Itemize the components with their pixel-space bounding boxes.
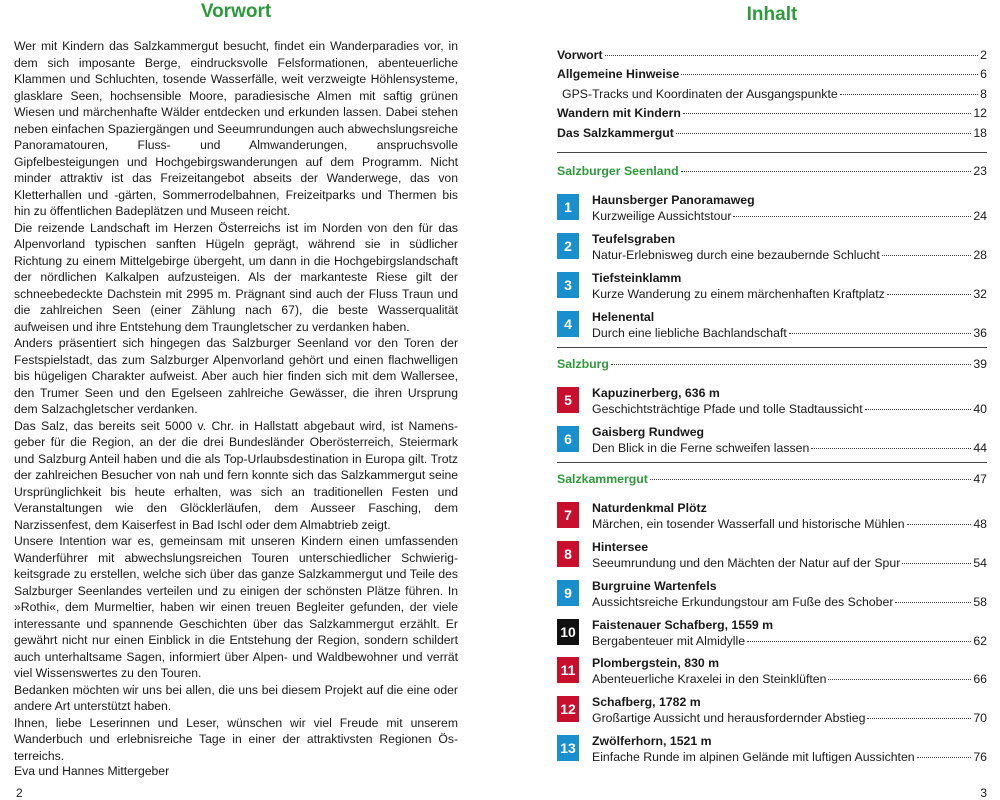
tour-name: Tiefsteinklamm bbox=[592, 271, 682, 285]
tour-description: Einfache Runde im alpinen Gelände mit luftigen Aussichten bbox=[592, 750, 915, 764]
tour-description: Geschichtsträchtige Pfade und tolle Stadtaussicht bbox=[592, 402, 863, 416]
tour-name: Schafberg, 1782 m bbox=[592, 695, 701, 709]
divider bbox=[557, 347, 987, 348]
tour-page: 58 bbox=[973, 595, 987, 609]
tour-description: Kurzweilige Aussichtstour bbox=[592, 209, 732, 223]
tour-name: Teufelsgraben bbox=[592, 232, 676, 246]
tour-number-badge: 13 bbox=[557, 735, 579, 761]
tour-page: 76 bbox=[973, 750, 987, 764]
tour-number-badge: 11 bbox=[557, 657, 579, 683]
section-salzkammergut[interactable]: Salzkammergut 47 bbox=[557, 472, 987, 486]
tour-page: 36 bbox=[973, 326, 987, 340]
tour-number-badge: 2 bbox=[557, 233, 579, 259]
tour-entry-5[interactable] bbox=[557, 385, 987, 417]
tour-page: 44 bbox=[973, 441, 987, 455]
foreword-paragraph: Die reizende Landschaft im Herzen Österreichs ist im Norden von den für das Alpenvorland typischen sanften Hügeln geprägt, während sie in südlicher Richtung zu einem Mittelgebirge übergeht, um dann in die Hochgebirgslandschaft der nördlichen Kalkalpen aufzusteigen. Als der markanteste Riese gilt der schneebedeckte Dachstein mit 2995 m. Prägnant sind auch der Fluss Traun und die zahlreichen Seen (einer Zählung nach 67), die beste Wasserqualität aufweisen und ihre Entstehung dem Traungletscher zu verdanken haben. bbox=[14, 220, 458, 334]
tour-name: Faistenauer Schafberg, 1559 m bbox=[592, 618, 774, 632]
toc-entry-salzkammergut-intro[interactable]: Das Salzkammergut 18 bbox=[557, 126, 987, 140]
tour-number-badge: 4 bbox=[557, 311, 579, 337]
section-salzburger-seenland[interactable]: Salzburger Seenland 23 bbox=[557, 164, 987, 178]
tour-entry-12[interactable] bbox=[557, 694, 987, 726]
tour-name: Zwölferhorn, 1521 m bbox=[592, 734, 712, 748]
foreword-paragraph: Das Salz, das bereits seit 5000 v. Chr. in Hallstatt abgebaut wird, ist Namensgeber für die Region, an der die drei Bundesländer Oberösterreich, Steiermark und Salzburg Anteil haben und die als Top-Urlaubsdestination in Europa gilt. Trotz der zahlreichen Besucher von nah und fern konnte sich das Salzkammergut seine Ursprünglichkeit bis heute erhalten, was sich an traditionellen Festen und Veranstaltungen wie den Glöcklerläufen, dem Ausseer Fasching, dem Narzissenfest, dem Kaiserfest in Bad Ischl oder dem Almabtrieb zeigt. bbox=[14, 418, 458, 532]
tour-description: Seeumrundung und den Mächten der Natur auf der Spur bbox=[592, 556, 901, 570]
tour-page: 70 bbox=[973, 711, 987, 725]
tour-name: Haunsberger Panoramaweg bbox=[592, 193, 755, 207]
foreword-paragraph: Bedanken möchten wir uns bei allen, die uns bei diesem Projekt auf die eine oder andere Art unterstützt haben. bbox=[14, 682, 458, 713]
tour-description: Bergabenteuer mit Almidylle bbox=[592, 634, 746, 648]
foreword-body bbox=[14, 38, 458, 764]
page-number-right: 3 bbox=[980, 786, 987, 800]
tour-entry-4[interactable] bbox=[557, 309, 987, 341]
tour-name: Burgruine Wartenfels bbox=[592, 579, 717, 593]
tour-entry-9[interactable] bbox=[557, 578, 987, 610]
tour-number-badge: 12 bbox=[557, 696, 579, 722]
foreword-paragraph: Wer mit Kindern das Salzkammergut besucht, findet ein Wanderparadies vor, in dem sich imposante Berge, eindrucksvolle Felsformationen, abenteuerliche Klammen und Schluchten, tosende Wasserfälle, weit verzweigte Höhlensysteme, glasklare Seen, hochsensible Moore, paradiesische Almen mit saftig grünen Wiesen und märchenhafte Wälder entdecken und erkunden lassen. Dabei stehen neben einfachen Spaziergängen und Seeumrundungen auch abwechslungsreiche Panoramatouren, Fluss- und Almwanderungen, anspruchsvolle Gipfelbesteigungen und Hochgebirgswanderungen auf dem Programm. Nicht minder attraktiv ist das Freizeitangebot abseits der Wanderwege, das von Kletterhallen und -gärten, Sommerrodelbahnen, Freizeitparks und Thermen bis hin zu öffentlichen Badeplätzen und Museen reicht. bbox=[14, 39, 458, 218]
tour-name: Gaisberg Rundweg bbox=[592, 425, 705, 439]
tour-entry-2[interactable] bbox=[557, 231, 987, 263]
section-salzburg[interactable]: Salzburg 39 bbox=[557, 357, 987, 371]
tour-entry-1[interactable] bbox=[557, 192, 987, 224]
tour-name: Hintersee bbox=[592, 540, 649, 554]
tour-entry-13[interactable] bbox=[557, 733, 987, 765]
tour-entry-8[interactable] bbox=[557, 539, 987, 571]
tour-page: 24 bbox=[973, 209, 987, 223]
toc-entry-vorwort[interactable]: Vorwort 2 bbox=[557, 48, 987, 62]
page-number-left: 2 bbox=[16, 786, 23, 800]
foreword-title: Vorwort bbox=[200, 1, 272, 22]
tour-number-badge: 5 bbox=[557, 387, 579, 413]
divider bbox=[557, 152, 987, 153]
tour-description: Kurze Wanderung zu einem märchenhaften Kraftplatz bbox=[592, 287, 885, 301]
tour-description: Durch eine liebliche Bachlandschaft bbox=[592, 326, 787, 340]
tour-page: 40 bbox=[973, 402, 987, 416]
tour-page: 32 bbox=[973, 287, 987, 301]
tour-description: Abenteuerliche Kraxelei in den Steinklüften bbox=[592, 672, 827, 686]
tour-number-badge: 6 bbox=[557, 426, 579, 452]
tour-description: Den Blick in die Ferne schweifen lassen bbox=[592, 441, 810, 455]
divider bbox=[557, 462, 987, 463]
toc-entry-gps[interactable]: GPS-Tracks und Koordinaten der Ausgangspunkte 8 bbox=[562, 87, 987, 101]
contents-title: Inhalt bbox=[746, 4, 798, 25]
tour-entry-3[interactable] bbox=[557, 270, 987, 302]
tour-page: 28 bbox=[973, 248, 987, 262]
tour-page: 66 bbox=[973, 672, 987, 686]
tour-entry-10[interactable] bbox=[557, 617, 987, 649]
tour-entry-7[interactable] bbox=[557, 500, 987, 532]
tour-entry-11[interactable] bbox=[557, 655, 987, 687]
tour-description: Großartige Aussicht und herausfordernder Abstieg bbox=[592, 711, 866, 725]
tour-number-badge: 10 bbox=[557, 619, 579, 645]
toc-entry-wandern[interactable]: Wandern mit Kindern 12 bbox=[557, 106, 987, 120]
tour-description: Natur-Erlebnisweg durch eine bezaubernde Schlucht bbox=[592, 248, 880, 262]
right-page bbox=[557, 0, 987, 800]
left-page bbox=[14, 0, 458, 800]
tour-page: 48 bbox=[973, 517, 987, 531]
tour-page: 54 bbox=[973, 556, 987, 570]
foreword-paragraph: Unsere Intention war es, gemeinsam mit unseren Kindern einen umfassenden Wanderführer mit abwechslungsreichen Touren unterschiedlicher Schwierigkeitsgrade zu erstellen, welche sich über das ganze Salzkammergut und Teile des Salzburger Seenlandes verteilen und zu einigen der schönsten Plätze führen. In »Rothi«, dem Murmeltier, haben wir einen treuen Begleiter gefunden, der viele interessante und spannende Geschichten über das Salzkammergut erzählt. Er gewährt nicht nur einen Einblick in die Entstehung der Region, sondern schildert auch unterhaltsame Sagen, informiert über Alpen- und Waldbewohner und verrät viel Wissenswertes zu den Touren. bbox=[14, 534, 458, 680]
tour-number-badge: 1 bbox=[557, 194, 579, 220]
tour-name: Kapuzinerberg, 636 m bbox=[592, 386, 720, 400]
signature: Eva und Hannes Mittergeber bbox=[14, 764, 170, 778]
tour-description: Märchen, ein tosender Wasserfall und historische Mühlen bbox=[592, 517, 905, 531]
foreword-paragraph: Ihnen, liebe Leserinnen und Leser, wünschen wir viel Freude mit unserem Wanderbuch und erlebnisreiche Tage in einer der attraktivsten Regionen Österreichs. bbox=[14, 715, 458, 763]
tour-description: Aussichtsreiche Erkundungstour am Fuße des Schober bbox=[592, 595, 894, 609]
tour-name: Plombergstein, 830 m bbox=[592, 656, 720, 670]
tour-number-badge: 9 bbox=[557, 580, 579, 606]
tour-number-badge: 7 bbox=[557, 502, 579, 528]
tour-name: Helenental bbox=[592, 310, 655, 324]
tour-number-badge: 8 bbox=[557, 541, 579, 567]
toc-entry-hinweise[interactable]: Allgemeine Hinweise 6 bbox=[557, 67, 987, 81]
tour-entry-6[interactable] bbox=[557, 424, 987, 456]
tour-name: Naturdenkmal Plötz bbox=[592, 501, 707, 515]
tour-number-badge: 3 bbox=[557, 272, 579, 298]
foreword-paragraph: Anders präsentiert sich hingegen das Salzburger Seenland vor den Toren der Festspielstadt, das zum Salzburger Alpenvorland gehört und einen flachwelligen bis hügeligen Charakter aufweist. Aber auch hier finden sich mit dem Wallersee, den Trumer Seen und den Egelseen zahlreiche Gewässer, die ihren Ursprung dem Salzachgletscher verdanken. bbox=[14, 336, 458, 416]
tour-page: 62 bbox=[973, 634, 987, 648]
